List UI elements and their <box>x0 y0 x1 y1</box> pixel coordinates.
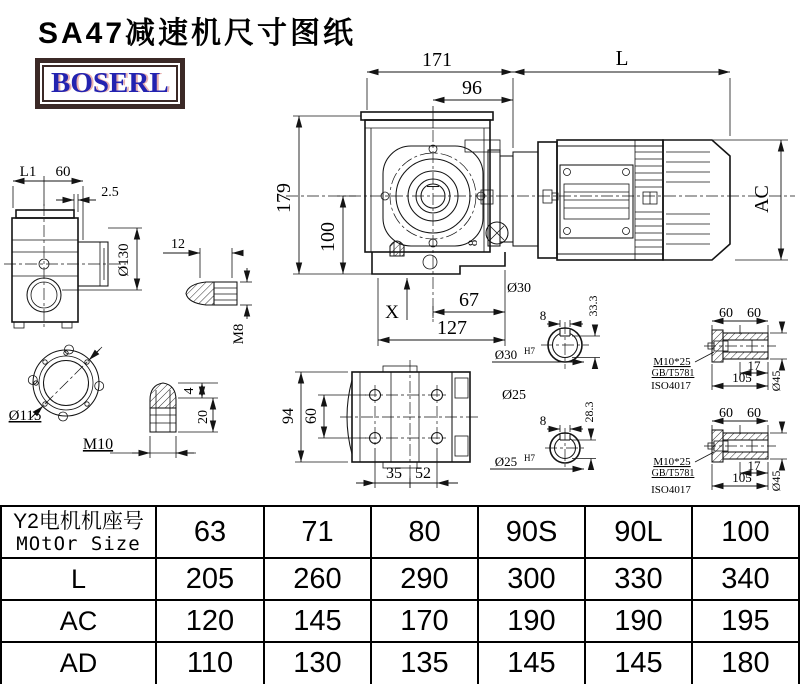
dim-dia45-bottom: Ø45 <box>769 470 783 492</box>
bore-section-30 <box>492 296 600 370</box>
dim-96: 96 <box>462 77 482 99</box>
mounting-holes <box>365 385 447 448</box>
dim-105-bottom: 105 <box>732 470 752 485</box>
label-dia30: Ø30 <box>506 281 532 296</box>
cell-AD-63: 110 <box>156 642 264 684</box>
dim-17-top: 17 <box>747 358 761 373</box>
fan-cowl-ribs <box>666 152 710 244</box>
dim-12: 12 <box>171 237 185 252</box>
dim-4: 4 <box>182 387 197 395</box>
dim-8-bore25: 8 <box>539 413 547 428</box>
dim-8-rotated: 8 <box>465 239 480 247</box>
dim-20: 20 <box>196 410 211 424</box>
header-en: MOtOr Size <box>16 532 141 555</box>
bottom-view <box>280 360 480 488</box>
motor-fins <box>635 140 662 260</box>
cell-AC-90L: 190 <box>585 600 692 642</box>
cell-AD-90L: 145 <box>585 642 692 684</box>
col-90S: 90S <box>478 506 585 558</box>
label-M8: M8 <box>231 323 247 345</box>
label-dia30H7: Ø30 <box>494 347 518 362</box>
label-dia25H7: Ø25 <box>494 454 518 469</box>
dim-dia45-top: Ø45 <box>769 370 783 392</box>
boserl-logo-text: BOSERL <box>42 65 178 102</box>
dim-60-side: 60 <box>55 164 71 180</box>
label-ISO4017-top: ISO4017 <box>651 380 691 392</box>
bore-section-25 <box>490 388 596 469</box>
cell-AC-63: 120 <box>156 600 264 642</box>
dim-2p5: 2.5 <box>101 185 119 200</box>
table-header-row <box>1 506 799 558</box>
dim-33p3: 33.3 <box>586 295 600 317</box>
label-GBT5781-bottom: GB/T5781 <box>651 468 695 479</box>
cell-AD-71: 130 <box>264 642 371 684</box>
label-dia25H7-sup: H7 <box>524 453 535 463</box>
label-M10x25-bottom: M10*25 <box>653 456 691 468</box>
dim-52: 52 <box>415 465 431 482</box>
dim-60a-bottom: 60 <box>719 406 733 421</box>
cell-L-63: 205 <box>156 558 264 600</box>
dim-60-bottom: 60 <box>303 408 320 424</box>
shaft-sleeve-top <box>651 306 787 392</box>
col-71: 71 <box>264 506 371 558</box>
main-view <box>286 112 795 322</box>
dim-60b-top: 60 <box>747 306 761 321</box>
shaft-sleeve-bottom <box>651 406 787 496</box>
header-cn: Y2电机机座号 <box>13 509 144 533</box>
cell-AD-100: 180 <box>692 642 799 684</box>
dim-171: 171 <box>422 49 452 71</box>
motor-size-table <box>0 505 800 684</box>
label-ISO4017-bottom: ISO4017 <box>651 484 691 496</box>
dim-60a-top: 60 <box>719 306 733 321</box>
cell-AD-80: 135 <box>371 642 478 684</box>
label-dia115: Ø115 <box>8 408 42 424</box>
dim-17-bottom: 17 <box>747 458 761 473</box>
cell-AC-80: 170 <box>371 600 478 642</box>
table-row-AD <box>1 642 799 684</box>
cell-AD-90S: 145 <box>478 642 585 684</box>
cell-AC-90S: 190 <box>478 600 585 642</box>
m10-plug-detail <box>83 383 218 458</box>
cell-AC-100: 195 <box>692 600 799 642</box>
row-label-L: L <box>1 558 156 600</box>
cell-L-90L: 330 <box>585 558 692 600</box>
dim-179: 179 <box>273 183 295 213</box>
row-label-AD: AD <box>1 642 156 684</box>
dim-127: 127 <box>437 317 467 339</box>
label-dia25: Ø25 <box>501 388 527 403</box>
dim-L1: L1 <box>19 164 37 180</box>
flange-bolt-holes <box>34 351 89 406</box>
dim-105-top: 105 <box>732 370 752 385</box>
dim-67: 67 <box>459 289 479 311</box>
dim-AC: AC <box>751 185 773 213</box>
dim-L: L <box>615 46 629 70</box>
dim-35: 35 <box>386 465 402 482</box>
label-X: X <box>385 302 399 323</box>
cell-L-90S: 300 <box>478 558 585 600</box>
cell-L-80: 290 <box>371 558 478 600</box>
table-row-L <box>1 558 799 600</box>
dim-dia130: Ø130 <box>116 243 132 277</box>
dim-60b-bottom: 60 <box>747 406 761 421</box>
row-label-AC: AC <box>1 600 156 642</box>
label-GBT5781-top: GB/T5781 <box>651 368 695 379</box>
cell-L-100: 340 <box>692 558 799 600</box>
dim-28p3: 28.3 <box>582 401 596 423</box>
col-80: 80 <box>371 506 478 558</box>
dim-100: 100 <box>317 222 339 252</box>
table-row-AC <box>1 600 799 642</box>
col-90L: 90L <box>585 506 692 558</box>
col-100: 100 <box>692 506 799 558</box>
cell-AC-71: 145 <box>264 600 371 642</box>
table-header-motor-size <box>1 506 156 558</box>
flange-view <box>9 345 104 424</box>
label-M10x25-top: M10*25 <box>653 356 691 368</box>
m8-plug-detail <box>163 237 252 344</box>
dim-94: 94 <box>280 408 297 424</box>
dim-8-bore30: 8 <box>539 308 547 323</box>
col-63: 63 <box>156 506 264 558</box>
cell-L-71: 260 <box>264 558 371 600</box>
label-M10: M10 <box>82 436 114 453</box>
side-view <box>4 164 142 330</box>
label-dia30H7-sup: H7 <box>524 346 535 356</box>
page-title: SA47减速机尺寸图纸 <box>38 17 357 50</box>
